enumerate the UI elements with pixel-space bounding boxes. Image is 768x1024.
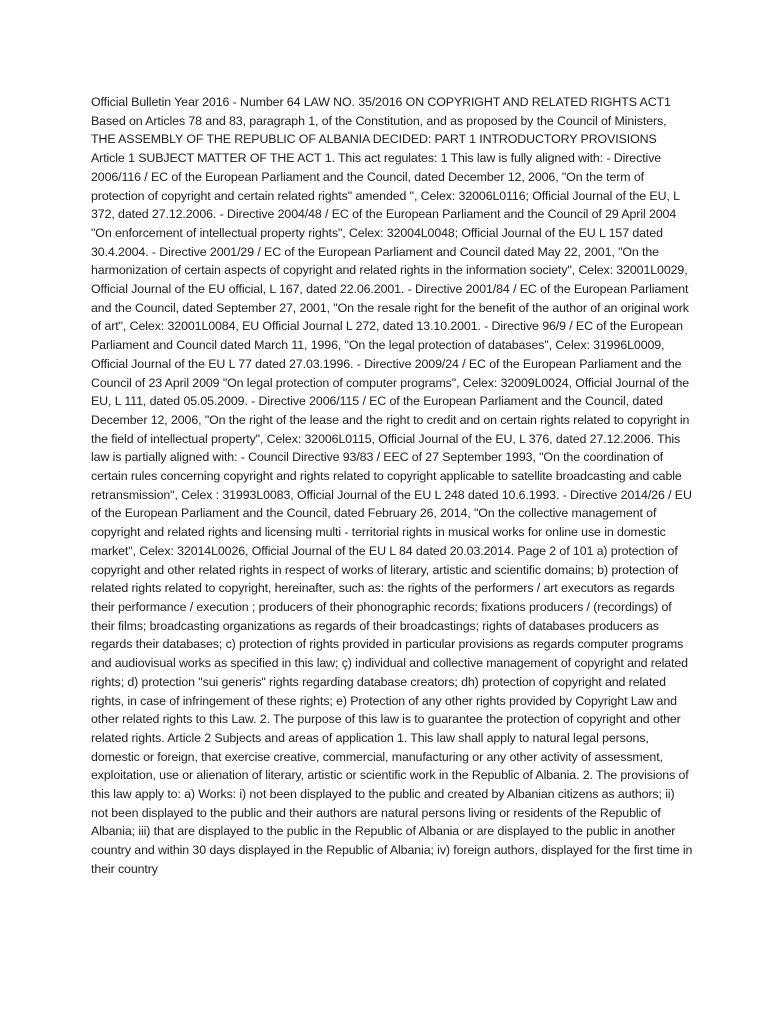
document-body-text: Official Bulletin Year 2016 - Number 64 LAW NO. 35/2016 ON COPYRIGHT AND RELATED RIGHTS ACT1 Based on Articles 78 and 83, paragraph 1, of the Constitution, and as proposed by the Council of Ministers, THE ASSEMBLY OF THE REPUBLIC OF ALBANIA DECIDED: PART 1 INTRODUCTORY PROVISIONS Article 1 SUBJECT MATTER OF THE ACT 1. This act regulates: 1 This law is fully aligned with: - Directive 2006/116 / EC of the European Parliament and the Council, dated December 12, 2006, "On the term of protection of copyright and certain related rights" amended ", Celex: 32006L0116; Official Journal of the EU, L 372, dated 27.12.2006. - Directive 2004/48 / EC of the European Parliament and the Council of 29 April 2004 "On enforcement of intellectual property rights", Celex: 32004L0048; Official Journal of the EU L 157 dated 30.4.2004. - Directive 2001/29 / EC of the European Parliament and Council dated May 22, 2001, "On the harmonization of certain aspects of copyright and related rights in the information society", Celex: 32001L0029, Official Journal of the EU official, L 167, dated 22.06.2001. - Directive 2001/84 / EC of the European Parliament and the Council, dated September 27, 2001, "On the resale right for the benefit of the author of an original work of art", Celex: 32001L0084, EU Official Journal L 272, dated 13.10.2001. - Directive 96/9 / EC of the European Parliament and Council dated March 11, 1996, "On the legal protection of databases", Celex: 31996L0009, Official Journal of the EU L 77 dated 27.03.1996. - Directive 2009/24 / EC of the European Parliament and the Council of 23 April 2009 "On legal protection of computer programs", Celex: 32009L0024, Official Journal of the EU, L 111, dated 05.05.2009. - Directive 2006/115 / EC of the European Parliament and the Council, dated December 12, 2006, "On the right of the lease and the right to credit and on certain rights related to copyright in the field of intellectual property", Celex: 32006L0115, Official Journal of the EU, L 376, dated 27.12.2006. This law is partially aligned with: - Council Directive 93/83 / EEC of 27 September 1993, "On the coordination of certain rules concerning copyright and rights related to copyright applicable to satellite broadcasting and cable retransmission", Celex : 31993L0083, Official Journal of the EU L 248 dated 10.6.1993. - Directive 2014/26 / EU of the European Parliament and the Council, dated February 26, 2014, "On the collective management of copyright and related rights and licensing multi - territorial rights in musical works for online use in domestic market", Celex: 32014L0026, Official Journal of the EU L 84 dated 20.03.2014. Page 2 of 101 a) protection of copyright and other related rights in respect of works of literary, artistic and scientific domains; b) protection of related rights related to copyright, hereinafter, such as: the rights of the performers / art executors as regards their performance / execution ; producers of their phonographic records; fixations producers / (recordings) of their films; broadcasting organizations as regards of their broadcastings; rights of databases producers as regards their databases; c) protection of rights provided in particular provisions as regards computer programs and audiovisual works as specified in this law; ç) individual and collective management of copyright and related rights; d) protection "sui generis" rights regarding database creators; dh) protection of copyright and related rights, in case of infringement of these rights; e) Protection of any other rights provided by Copyright Law and other related rights to this Law. 2. The purpose of this law is to guarantee the protection of copyright and other related rights. Article 2 Subjects and areas of application 1. This law shall apply to natural legal persons, domestic or foreign, that exercise creative, commercial, manufacturing or any other activity of assessment, exploitation, use or alienation of literary, artistic or scientific work in the Republic of Albania. 2. The provisions of this law apply to: a) Works: i) not been displayed to the public and created by Albanian citizens as authors; ii) not been displayed to the public and their authors are natural persons living or residents of the Republic of Albania; iii) that are displayed to the public in the Republic of Albania or are displayed to the public in another country and within 30 days displayed in the Republic of Albania; iv) foreign authors, displayed for the first time in their country [91,95,693,876]
